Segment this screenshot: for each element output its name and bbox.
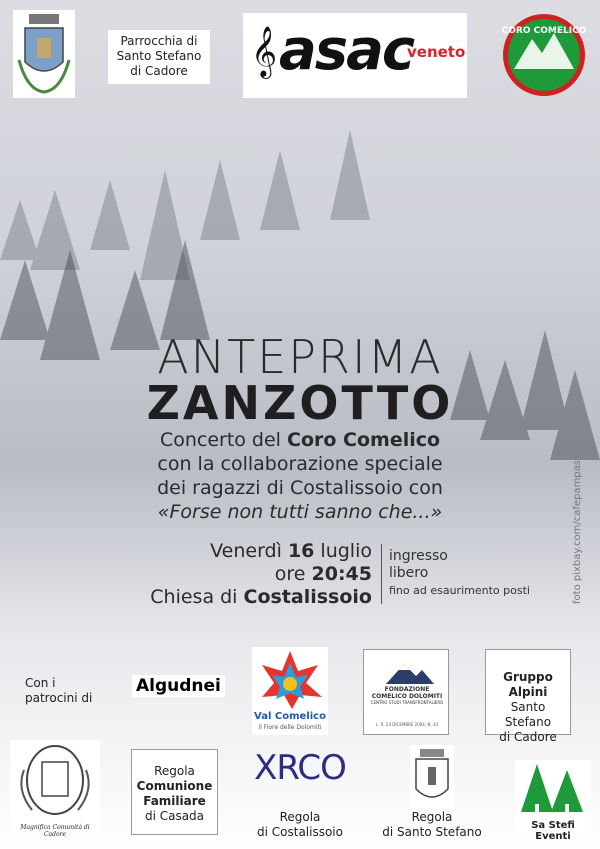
divider xyxy=(381,544,382,604)
casada-line-3: Familiare xyxy=(143,794,206,808)
asac-veneto-logo xyxy=(243,13,467,98)
parish-line-3: di Cadore xyxy=(130,64,188,78)
santo-stefano-crest xyxy=(410,745,454,809)
fondazione-logo xyxy=(363,649,449,735)
title-line-1: ANTEPRIMA xyxy=(157,330,443,384)
coro-comelico-logo xyxy=(502,13,586,97)
regola-costalissoio-label xyxy=(245,810,355,840)
magnifica-emblem-icon xyxy=(10,740,100,820)
magnifica-label: Magnifica Comunità di Cadore xyxy=(20,824,90,838)
xrco-logo: XRCO xyxy=(254,748,346,788)
event-day: Venerdì xyxy=(210,540,288,562)
event-time xyxy=(120,563,372,586)
concert-description xyxy=(0,428,600,524)
fondazione-footer: L. R. 24 DICEMBRE 2004, N. 34 xyxy=(375,722,438,727)
casada-line-2: Comunione xyxy=(136,779,213,793)
fondazione-name-line-1: FONDAZIONE xyxy=(384,686,430,693)
treble-clef-icon: 𝄞 xyxy=(251,26,278,77)
parish-coat-of-arms xyxy=(13,10,75,98)
coro-comelico-badge-icon xyxy=(502,13,586,97)
entry-info xyxy=(389,548,530,599)
mountain-icon xyxy=(364,650,450,690)
event-month: luglio xyxy=(314,540,372,562)
parish-label xyxy=(108,30,210,84)
costalissoio-line-2: di Costalissoio xyxy=(257,825,343,839)
val-comelico-title: Val Comelico xyxy=(254,711,326,722)
event-place-value: Costalissoio xyxy=(243,586,372,608)
description-line-4: «Forse non tutti sanno che...» xyxy=(157,501,443,523)
patrons-label xyxy=(25,676,92,706)
santo-stefano-line-1: Regola xyxy=(411,810,453,824)
event-details xyxy=(120,540,372,609)
description-line-1 xyxy=(0,428,600,452)
event-time-label: ore xyxy=(274,563,312,585)
entry-line-3: fino ad esaurimento posti xyxy=(389,584,530,597)
fondazione-name-line-2: COMELICO DOLOMITI xyxy=(371,693,443,700)
choir-name: Coro Comelico xyxy=(287,429,441,451)
parish-line-2: Santo Stefano xyxy=(116,49,202,63)
val-comelico-logo xyxy=(252,647,328,735)
costalissoio-line-1: Regola xyxy=(279,810,321,824)
sa-stefi-label: Sa Stefi Eventi xyxy=(531,820,575,842)
flower-icon xyxy=(252,647,328,711)
alpini-line-2: Santo Stefano xyxy=(504,700,552,729)
asac-wordmark: asac xyxy=(279,18,414,83)
santo-stefano-line-2: di Santo Stefano xyxy=(382,825,482,839)
veneto-wordmark: veneto xyxy=(407,43,466,61)
magnifica-comunita-logo xyxy=(10,740,100,836)
coro-comelico-logo-text: CORO COMELICO xyxy=(502,26,586,36)
entry-line-2: libero xyxy=(389,565,429,581)
title-line-2: ZANZOTTO xyxy=(146,376,454,430)
algudnei-logo: Algudnei xyxy=(132,675,225,697)
val-comelico-subtitle: il Fiore delle Dolomiti xyxy=(258,724,322,731)
gruppo-alpini-box xyxy=(485,649,571,744)
event-place xyxy=(120,586,372,609)
description-line-2: con la collaborazione speciale xyxy=(157,453,443,475)
sa-stefi-eventi-logo xyxy=(515,760,591,842)
patrons-label-line-2: patrocini di xyxy=(25,691,93,705)
casada-line-4: di Casada xyxy=(144,809,205,823)
event-place-label: Chiesa di xyxy=(150,586,244,608)
entry-line-1: ingresso xyxy=(389,548,448,564)
parish-line-1: Parrocchia di xyxy=(120,34,198,48)
patrons-label-line-1: Con i xyxy=(25,676,56,690)
description-text: Concerto del xyxy=(159,429,287,451)
alpini-line-3: di Cadore xyxy=(499,730,557,744)
fondazione-name xyxy=(364,686,450,705)
alpini-line-1: Gruppo Alpini xyxy=(503,670,553,699)
casada-line-1: Regola xyxy=(154,764,195,778)
pine-trees-icon xyxy=(515,760,591,816)
photo-credit: foto pixbay.com/cafepampas xyxy=(572,460,583,604)
fondazione-subtitle: CENTRO STUDI TRANSFRONTALIERO xyxy=(370,700,444,705)
event-time-value: 20:45 xyxy=(311,563,372,585)
coat-of-arms-icon xyxy=(13,10,75,98)
event-day-number: 16 xyxy=(287,540,315,562)
regola-casada-box xyxy=(131,749,218,835)
regola-santo-stefano-label xyxy=(376,810,488,840)
description-line-3: dei ragazzi di Costalissoio con xyxy=(157,477,443,499)
event-date xyxy=(120,540,372,563)
crest-icon xyxy=(410,745,454,809)
